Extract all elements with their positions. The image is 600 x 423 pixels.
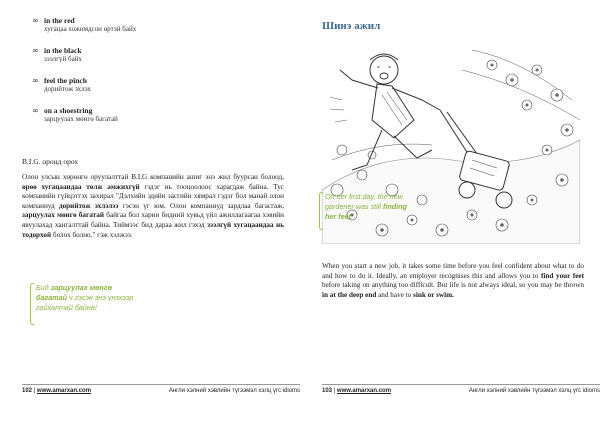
- footer-separator: |: [33, 388, 36, 394]
- idiom-term: on a shoestring: [44, 106, 93, 115]
- footer-separator: |: [333, 388, 336, 394]
- text-run: байгаа бол харин бидний хувьд үйл ажиллагаагаа хэвийн явуулахад хангалттай байна. Тиймээс бид дараа жил гэхэд: [22, 211, 284, 229]
- infinity-bullet-icon: ∞: [32, 106, 39, 115]
- text-run: When you start a new job, it takes some time before you feel confident about what to do and how to do it. Ideally, an employer recognises this and allows you to: [322, 262, 584, 280]
- text-run: болох болно." гэж хэлжээ.: [51, 230, 133, 239]
- left-callout: [30, 283, 140, 325]
- text-run-bold: өрөө хугацаандаа төлж амжихгүй: [22, 182, 140, 191]
- text-run-bold: зарцуулах мөнгө багатай: [22, 211, 104, 220]
- text-run-bold: дорийтож эхлэлээ: [58, 201, 119, 210]
- idiom-item: [32, 76, 282, 94]
- text-run: ч гэсэн энэ үнэхээр гайхалтай байна!: [36, 293, 134, 312]
- idiom-item: [32, 46, 282, 64]
- page-heading: Шинэ ажил: [322, 20, 381, 32]
- footer-link[interactable]: www.amarxan.com: [36, 388, 92, 394]
- infinity-bullet-icon: ∞: [32, 76, 39, 85]
- text-run: гэсэн үг юм. Олон компаниуд зардлаа багасгаж,: [118, 201, 284, 210]
- callout-bracket: [30, 283, 34, 325]
- idiom-definition: зээлгүй байх: [44, 55, 82, 63]
- right-paragraph: [322, 262, 584, 300]
- right-callout: [319, 192, 411, 230]
- text-run-bold: зарцуулах мөнгө багатай: [36, 283, 112, 302]
- left-paragraph: [22, 173, 284, 240]
- footer-title: Англи хэлний хэвлийн түгээмэл хэлц үгс idioms: [168, 388, 300, 394]
- callout-bracket: [319, 192, 323, 230]
- idiom-item: [32, 16, 282, 34]
- text-run-bold: finding her feet: [325, 202, 407, 221]
- section-title: B.I.G. оронд орох: [22, 157, 79, 166]
- page-number: 103: [322, 388, 333, 394]
- infinity-bullet-icon: ∞: [32, 16, 39, 25]
- idiom-term: in the black: [44, 46, 82, 55]
- left-footer: [22, 384, 300, 398]
- footer-link[interactable]: www.amarxan.com: [336, 388, 392, 394]
- text-run: Олон улсын хөрөнгө оруулалттай B.I.G компанийн ашиг энэ жил буурсан болоод,: [22, 173, 284, 181]
- text-run: гэдэг нь тооцоолоос харагдаж байна. Тус компанийн гүйцэтгэх захирал "Дэлхийн эдийн засгийн хямрал гэдэг бол манай олон компаниуд: [22, 182, 284, 210]
- footer-title: Англи хэлний хэвлийн түгээмэл хэлц үгс idioms: [468, 388, 600, 394]
- idiom-term: in the red: [44, 16, 75, 25]
- page-number: 102: [22, 388, 33, 394]
- text-run-bold: in at the deep end: [322, 290, 377, 299]
- right-footer: [322, 384, 600, 398]
- text-run: On her first day, the new gardener was still: [325, 192, 403, 211]
- text-run-bold: sink or swim.: [413, 290, 454, 299]
- idiom-definition: хугацаа хожимдсон өртэй байх: [44, 25, 137, 33]
- text-run-bold: зээлгүй хугацаандаа нь тодорхой: [22, 220, 284, 239]
- text-run: .: [350, 212, 353, 221]
- idiom-term: feel the pinch: [44, 76, 87, 85]
- idiom-item: [32, 106, 282, 124]
- infinity-bullet-icon: ∞: [32, 46, 39, 55]
- text-run: before taking on anything too difficult. But life is not always ideal, so you may be thrown: [322, 281, 584, 290]
- idiom-definition: зарцуулах мөнгө багатай: [44, 115, 118, 123]
- text-run: and have to: [376, 290, 414, 299]
- idiom-list: [32, 16, 282, 136]
- text-run-bold: find your feet: [541, 271, 584, 280]
- text-run: Бид: [36, 283, 51, 292]
- idiom-definition: дорийтож эхлэх: [44, 85, 91, 93]
